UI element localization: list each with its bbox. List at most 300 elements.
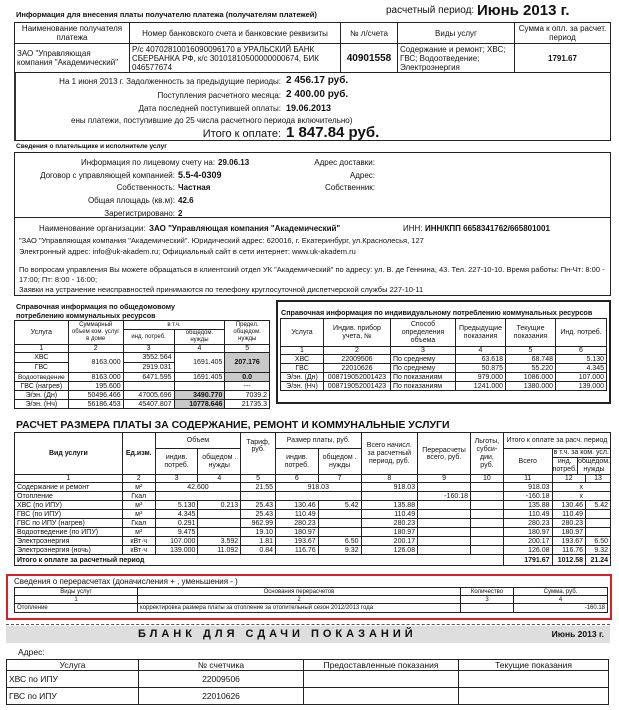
- inn-value: ИНН/КПП 6658341762/665801001: [425, 224, 550, 233]
- value-cell: [470, 501, 503, 510]
- value-cell: 116.76: [552, 546, 586, 555]
- recalc-sum: -160.18: [514, 604, 608, 613]
- value-cell: 962.99: [241, 519, 276, 528]
- meter-form-address-label: Адрес:: [18, 647, 45, 657]
- value-cell: [241, 492, 276, 501]
- calc-total-common: 21.24: [586, 555, 611, 566]
- th-previous: Предыдущие показания: [456, 319, 506, 347]
- value-cell: 8163.000: [68, 353, 123, 373]
- service-cell: ГВС (по ИПУ): [15, 510, 123, 519]
- col-num: 13: [586, 475, 611, 483]
- meter-form-table: [6, 659, 609, 705]
- th-common-needs: общедом. нужды: [174, 330, 225, 345]
- payee-table: [14, 22, 611, 73]
- service-cell: ХВС: [281, 355, 324, 364]
- calc-title: РАСЧЕТ РАЗМЕРА ПЛАТЫ ЗА СОДЕРЖАНИЕ, РЕМОНТ И КОММУНАЛЬНЫЕ УСЛУГИ: [16, 419, 450, 431]
- value-cell: 5.42: [318, 501, 361, 510]
- value-cell: 139.000: [155, 546, 198, 555]
- value-cell: 4.345: [155, 510, 198, 519]
- service-cell: ГВС по ИПУ (нагрев): [15, 519, 123, 528]
- value-cell: [418, 483, 471, 492]
- value-cell: 193.67: [276, 537, 319, 546]
- service-cell: Электроэнергия: [15, 537, 123, 546]
- value-cell: 180.97: [552, 528, 586, 537]
- table-row: [281, 364, 607, 373]
- col-num: 12: [552, 475, 586, 483]
- value-cell: м³: [122, 501, 155, 510]
- value-cell: 280.23: [361, 519, 418, 528]
- col-num: 7: [318, 475, 361, 483]
- value-cell: 135.88: [503, 501, 552, 510]
- value-cell: [276, 492, 361, 501]
- recalc-service: Отопление: [15, 604, 138, 613]
- value-cell: 200.17: [361, 537, 418, 546]
- col-num: 3: [123, 345, 174, 353]
- value-cell: 7039.2: [225, 391, 270, 400]
- table-row: [15, 519, 611, 528]
- th-total-volume: Суммарный объем ком. услуг в доме: [68, 321, 123, 345]
- value-cell: [318, 528, 361, 537]
- col-num: 2: [324, 347, 391, 355]
- value-cell: 9.32: [318, 546, 361, 555]
- calc-total-ind: 1012.58: [552, 555, 586, 566]
- value-cell: 2919.031: [123, 363, 174, 373]
- receipts-label: Поступления расчетного месяца:: [157, 91, 281, 100]
- services-list: Содержание и ремонт; ХВС; ГВС; Водоотведение; Электроэнергия: [398, 44, 515, 73]
- th-service: Вид услуги: [15, 433, 123, 475]
- th-tariff: Тариф, руб.: [241, 433, 276, 475]
- meter-number: 22010626: [139, 688, 304, 705]
- debt-value: 2 456.17 руб.: [286, 75, 349, 86]
- common-consumption-table: [14, 320, 270, 409]
- value-cell: [123, 382, 174, 391]
- value-cell: 8163.000: [68, 373, 123, 382]
- value-cell: 180.97: [276, 528, 319, 537]
- current-reading-input[interactable]: [459, 671, 609, 688]
- summary-box: [14, 73, 611, 141]
- value-cell: м³: [122, 528, 155, 537]
- th-volume: Объем: [155, 433, 241, 449]
- period-label: расчетный период:: [386, 5, 475, 16]
- th-vol-common: общедом . нужды: [198, 449, 241, 475]
- value-cell: 180.97: [361, 528, 418, 537]
- value-cell: 110.49: [503, 510, 552, 519]
- meter-cell: 22010626: [324, 364, 391, 373]
- value-cell: 21.55: [241, 483, 276, 492]
- th-pay-size: Размер платы, руб.: [276, 433, 361, 449]
- total-value: 1 847.84 руб.: [286, 124, 380, 141]
- th-service: Услуга: [281, 319, 324, 347]
- th-benefits: Льготы, субси-дии, руб.: [470, 433, 503, 475]
- value-cell: 3552.564: [123, 353, 174, 363]
- value-cell: 1691.405: [174, 373, 225, 382]
- meter-number: 22009506: [139, 671, 304, 688]
- service-cell: Э/эн. (Нч): [281, 382, 324, 391]
- col-num: 3: [155, 475, 198, 483]
- method-cell: По показаниям: [391, 373, 456, 382]
- table-row: [15, 353, 270, 363]
- service-cell: Содержание и ремонт: [15, 483, 123, 492]
- contract-label: Договор с управляющей компанией:: [40, 171, 175, 180]
- th-to-pay-ind: инд. потреб.: [552, 458, 577, 473]
- th-incl-wrap: [552, 449, 610, 475]
- th-method: Способ определения объема: [391, 319, 456, 347]
- value-cell: Гкал: [122, 519, 155, 528]
- value-cell: Гкал: [122, 492, 155, 501]
- th-service-type: Виды услуг: [15, 588, 138, 596]
- col-num: 4: [198, 475, 241, 483]
- table-row: [15, 382, 270, 391]
- method-cell: По среднему: [391, 364, 456, 373]
- value-cell: 5.130: [556, 355, 607, 364]
- th-unit: Ед.изм.: [122, 433, 155, 475]
- table-row: [15, 373, 270, 382]
- submitted-reading-input[interactable]: [304, 688, 459, 705]
- value-cell: [470, 537, 503, 546]
- value-cell: 1691.405: [174, 353, 225, 373]
- col-num: 8: [361, 475, 418, 483]
- value-cell: 126.08: [503, 546, 552, 555]
- value-cell: 130.46: [552, 501, 586, 510]
- value-cell: м²: [122, 483, 155, 492]
- th-recalc: Перерасчеты всего, руб.: [418, 433, 471, 475]
- table-row: [281, 355, 607, 364]
- col-num: 1: [15, 475, 123, 483]
- value-cell: 195.600: [68, 382, 123, 391]
- value-cell: 6.50: [586, 537, 611, 546]
- value-cell: кВт·ч: [122, 546, 155, 555]
- th-payee-name: Наименование получателя платежа: [15, 23, 130, 44]
- col-num: 10: [470, 475, 503, 483]
- value-cell: 200.17: [503, 537, 552, 546]
- col-num: 4: [174, 345, 225, 353]
- col-num: 1: [15, 596, 138, 604]
- value-cell: ---: [225, 382, 270, 391]
- table-row: [15, 604, 608, 613]
- submitted-reading-input[interactable]: [304, 671, 459, 688]
- th-individual: инд. потреб.: [123, 330, 174, 345]
- org-name-label: Наименование организации:: [39, 224, 146, 233]
- period-value: Июнь 2013 г.: [477, 2, 570, 19]
- th-amount: Сумма к опл. за расчет. период: [515, 23, 611, 44]
- amount-due: 1791.67: [515, 44, 611, 73]
- value-cell: 110.49: [276, 510, 319, 519]
- th-all-wrap: [503, 449, 552, 475]
- th-meter: Индив. прибор учета, №: [324, 319, 391, 347]
- th-including: в т.ч.: [123, 321, 225, 330]
- col-num: 6: [556, 347, 607, 355]
- cut-line: [6, 624, 610, 625]
- th-account-no: № л/счета: [341, 23, 398, 44]
- individual-consumption-title: Справочная информация по индивидуальному потреблению коммунальных ресурсов: [281, 308, 593, 317]
- value-cell: [418, 546, 471, 555]
- th-incl: в т.ч. за ком. усл.: [553, 449, 609, 456]
- th-bank-details: Номер банковского счета и банковские реквизиты: [130, 23, 341, 44]
- th-sum: Сумма, руб.: [514, 588, 608, 596]
- value-cell: 0.84: [241, 546, 276, 555]
- value-cell: 130.46: [276, 501, 319, 510]
- value-cell: 45407.807: [123, 400, 174, 409]
- individual-consumption-table: [280, 318, 607, 391]
- service-cell: Э/эн. (Дн): [15, 391, 69, 400]
- value-cell: 207.176: [225, 353, 270, 373]
- method-cell: По среднему: [391, 355, 456, 364]
- value-cell: 47005.696: [123, 391, 174, 400]
- service-cell: Водоотведение: [15, 373, 69, 382]
- th-current: Текущие показания: [506, 319, 556, 347]
- value-cell: 6.50: [318, 537, 361, 546]
- col-num: 2: [68, 345, 123, 353]
- col-num: 11: [503, 475, 552, 483]
- value-cell: [418, 519, 471, 528]
- total-label: Итого к оплате:: [202, 128, 281, 140]
- value-cell: [470, 483, 503, 492]
- meter-service: ГВС по ИПУ: [7, 688, 139, 705]
- owner-label: Собственник:: [324, 183, 375, 192]
- meter-cell: 008719052001423: [324, 382, 391, 391]
- value-cell: [418, 510, 471, 519]
- value-cell: 110.49: [552, 510, 586, 519]
- col-num: 5: [225, 345, 270, 353]
- registered-label: Зарегистрировано:: [104, 209, 175, 218]
- value-cell: [198, 519, 241, 528]
- table-row: [15, 483, 611, 492]
- value-cell: 1380.000: [506, 382, 556, 391]
- col-num: 6: [276, 475, 319, 483]
- service-cell: Э/эн. (Дн): [281, 373, 324, 382]
- value-cell: 180.97: [503, 528, 552, 537]
- bank-details: Р/с 40702810016090096170 в УРАЛЬСКИЙ БАНК СБЕРБАНКА РФ, к/с 30101810500000000674, БИК 046577674: [130, 44, 341, 73]
- value-cell: [318, 510, 361, 519]
- value-cell: 11.092: [198, 546, 241, 555]
- value-cell: 0.0: [225, 373, 270, 382]
- th-pay-ind: индив. потреб.: [276, 449, 319, 475]
- value-cell: 193.67: [552, 537, 586, 546]
- service-cell: ГВС: [281, 364, 324, 373]
- col-num: 5: [506, 347, 556, 355]
- col-num: 1: [281, 347, 324, 355]
- value-cell: 25.43: [241, 501, 276, 510]
- col-num: 3: [461, 596, 514, 604]
- service-cell: Водоотведение (по ИПУ): [15, 528, 123, 537]
- value-cell: [418, 528, 471, 537]
- delivery-address-label: Адрес доставки:: [314, 158, 375, 167]
- value-cell: 50.875: [456, 364, 506, 373]
- value-cell: 116.76: [276, 546, 319, 555]
- payment-note: ены платежи, поступившие до 25 числа расчетного периода включительно): [71, 116, 353, 125]
- th-to-pay-common: общедом. нужды: [577, 458, 610, 473]
- th-quantity: Количество: [461, 588, 514, 596]
- value-cell: [418, 501, 471, 510]
- last-payment-label: Дата последней поступившей оплаты:: [138, 104, 281, 113]
- recalc-table: [14, 587, 608, 613]
- value-cell: 107.000: [155, 537, 198, 546]
- debt-label: На 1 июня 2013 г. Задолженность за предыдущие периоды:: [59, 77, 281, 86]
- th-meter-number: № счетчика: [139, 660, 304, 671]
- value-cell: 280.23: [276, 519, 319, 528]
- th-total-accrued: Всего начисл. за расчетный период, руб.: [361, 433, 418, 475]
- value-cell: 25.43: [241, 510, 276, 519]
- value-cell: 979.000: [456, 373, 506, 382]
- value-cell: 55.220: [506, 364, 556, 373]
- value-cell: x: [552, 492, 610, 501]
- value-cell: 68.748: [506, 355, 556, 364]
- value-cell: [174, 382, 225, 391]
- value-cell: 1086.000: [506, 373, 556, 382]
- account-number: 40901558: [341, 44, 398, 73]
- col-num: 9: [418, 475, 471, 483]
- area-label: Общая площадь (кв.м):: [87, 196, 175, 205]
- th-all: Всего: [518, 457, 537, 465]
- contract-value: 5.5-4-0309: [178, 170, 222, 180]
- service-cell: ГВС (нагрев): [15, 382, 69, 391]
- payee-section-title: Информация для внесения платы получателю платежа (получателям платежей): [16, 10, 317, 19]
- col-num: 1: [15, 345, 69, 353]
- inn-label: ИНН:: [403, 224, 423, 233]
- value-cell: [470, 528, 503, 537]
- value-cell: 1241.000: [456, 382, 506, 391]
- org-client-office: По вопросам управления Вы можете обращаться в клиентский отдел УК "Академический" по адресу: ул. В. де Геннина, 43. Тел. 227-10-10. Время работы: Пн-Чт: 8:00 - 17:00; Пт: 8:00 - 16:00;: [19, 265, 605, 284]
- value-cell: 5.130: [155, 501, 198, 510]
- col-num: 2: [138, 596, 461, 604]
- th-service: Услуга: [7, 660, 139, 671]
- th-current: Текущие показания: [459, 660, 609, 671]
- value-cell: -160.18: [503, 492, 552, 501]
- service-cell: Отопление: [15, 492, 123, 501]
- current-reading-input[interactable]: [459, 688, 609, 705]
- recalc-quantity: [461, 604, 514, 613]
- account-info-label: Информация по лицевому счету на:: [80, 158, 215, 167]
- col-num: 2: [122, 475, 155, 483]
- value-cell: 4.345: [556, 364, 607, 373]
- table-row: [15, 501, 611, 510]
- org-legal-address: "ЗАО "Управляющая компания "Академический". Юридический адрес: 620016, г. Екатеринбург, ул.Краснолесья, 127: [19, 236, 424, 245]
- value-cell: 9.475: [155, 528, 198, 537]
- value-cell: 126.08: [361, 546, 418, 555]
- th-vol-ind: индив. потреб.: [155, 449, 198, 475]
- value-cell: 42.600: [155, 483, 241, 492]
- value-cell: [586, 519, 611, 528]
- value-cell: 10778.646: [174, 400, 225, 409]
- table-row: [7, 671, 609, 688]
- recalc-title: Сведения о перерасчетах (доначисления + , уменьшения - ): [14, 577, 238, 586]
- value-cell: 50496.466: [68, 391, 123, 400]
- col-num: 4: [456, 347, 506, 355]
- value-cell: 0.213: [198, 501, 241, 510]
- table-row: [15, 391, 270, 400]
- th-reason: Основания перерасчетов: [138, 588, 461, 596]
- registered-value: 2: [178, 209, 183, 218]
- calc-total-label: Итого к оплате за расчетный период: [15, 555, 504, 566]
- value-cell: [470, 546, 503, 555]
- value-cell: 918.03: [361, 483, 418, 492]
- value-cell: [361, 492, 418, 501]
- value-cell: [155, 492, 241, 501]
- th-services: Виды услуг: [398, 23, 515, 44]
- ownership-label: Собственность:: [116, 183, 175, 192]
- address-label: Адрес:: [349, 171, 375, 180]
- value-cell: 9.32: [586, 546, 611, 555]
- th-limit: Предел. общедом. нужды: [225, 321, 270, 345]
- service-cell: Э/эн. (Нч): [15, 400, 69, 409]
- th-service: Услуга: [15, 321, 69, 345]
- value-cell: [586, 510, 611, 519]
- value-cell: [198, 528, 241, 537]
- table-row: [281, 373, 607, 382]
- table-row: [15, 492, 611, 501]
- value-cell: кВт·ч: [122, 537, 155, 546]
- value-cell: 5.42: [586, 501, 611, 510]
- recalc-reason: корректировка размера платы за отопление за отопительный сезон 2012/2013 года: [138, 604, 461, 613]
- service-cell: Электроэнергия (ночь): [15, 546, 123, 555]
- value-cell: 918.03: [503, 483, 552, 492]
- account-info-value: 29.06.13: [218, 158, 250, 167]
- th-consumption: Инд. потреб.: [556, 319, 607, 347]
- th-submitted: Предоставленные показания: [304, 660, 459, 671]
- value-cell: 139.000: [556, 382, 607, 391]
- org-dispatch: Заявки на устранение неисправностей принимаются по телефону круглосуточной диспетчерской службы 227-10-11: [19, 285, 424, 294]
- area-value: 42.6: [178, 196, 194, 205]
- value-cell: 0.291: [155, 519, 198, 528]
- service-cell: ГВС: [15, 363, 69, 373]
- th-pay-common: общедом . нужды: [318, 449, 361, 475]
- service-cell: ХВС: [15, 353, 69, 363]
- meter-cell: 22009506: [324, 355, 391, 364]
- meter-cell: 008719052001423: [324, 373, 391, 382]
- col-num: 4: [514, 596, 608, 604]
- value-cell: 3.592: [198, 537, 241, 546]
- value-cell: [470, 510, 503, 519]
- table-row: [15, 528, 611, 537]
- org-box: [14, 218, 611, 296]
- value-cell: 63.618: [456, 355, 506, 364]
- col-num: 5: [241, 475, 276, 483]
- value-cell: 107.000: [556, 373, 607, 382]
- value-cell: 280.23: [552, 519, 586, 528]
- service-cell: ХВС (по ИПУ): [15, 501, 123, 510]
- meter-form-period: Июнь 2013 г.: [551, 629, 604, 639]
- calc-total-all: 1791.67: [503, 555, 552, 566]
- payer-section-title: Сведения о плательщике и исполнителе услуг: [16, 143, 167, 150]
- value-cell: 280.23: [503, 519, 552, 528]
- common-consumption-title: Справочная информация по общедомовому потреблению коммунальных ресурсов: [16, 302, 175, 320]
- value-cell: 19.10: [241, 528, 276, 537]
- value-cell: [470, 492, 503, 501]
- value-cell: 110.49: [361, 510, 418, 519]
- table-row: [281, 382, 607, 391]
- value-cell: [586, 528, 611, 537]
- value-cell: 56186.453: [68, 400, 123, 409]
- value-cell: [318, 519, 361, 528]
- calc-table: [14, 432, 611, 566]
- value-cell: x: [552, 483, 610, 492]
- method-cell: По показаниям: [391, 382, 456, 391]
- value-cell: м³: [122, 510, 155, 519]
- value-cell: 3490.770: [174, 391, 225, 400]
- table-row: [15, 400, 270, 409]
- value-cell: [470, 519, 503, 528]
- last-payment-value: 19.06.2013: [286, 103, 332, 113]
- meter-form-title: БЛАНК ДЛЯ СДАЧИ ПОКАЗАНИЙ: [138, 628, 417, 640]
- meter-service: ХВС по ИПУ: [7, 671, 139, 688]
- table-row: [15, 510, 611, 519]
- value-cell: 918.03: [276, 483, 361, 492]
- col-num: 3: [391, 347, 456, 355]
- org-name-value: ЗАО "Управляющая компания "Академический": [149, 224, 341, 233]
- table-row: [15, 537, 611, 546]
- table-row: [15, 546, 611, 555]
- org-web-contacts: Электронный адрес: info@uk-akadem.ru; Официальный сайт в сети интернет: www.uk-akadem.ru: [19, 247, 356, 256]
